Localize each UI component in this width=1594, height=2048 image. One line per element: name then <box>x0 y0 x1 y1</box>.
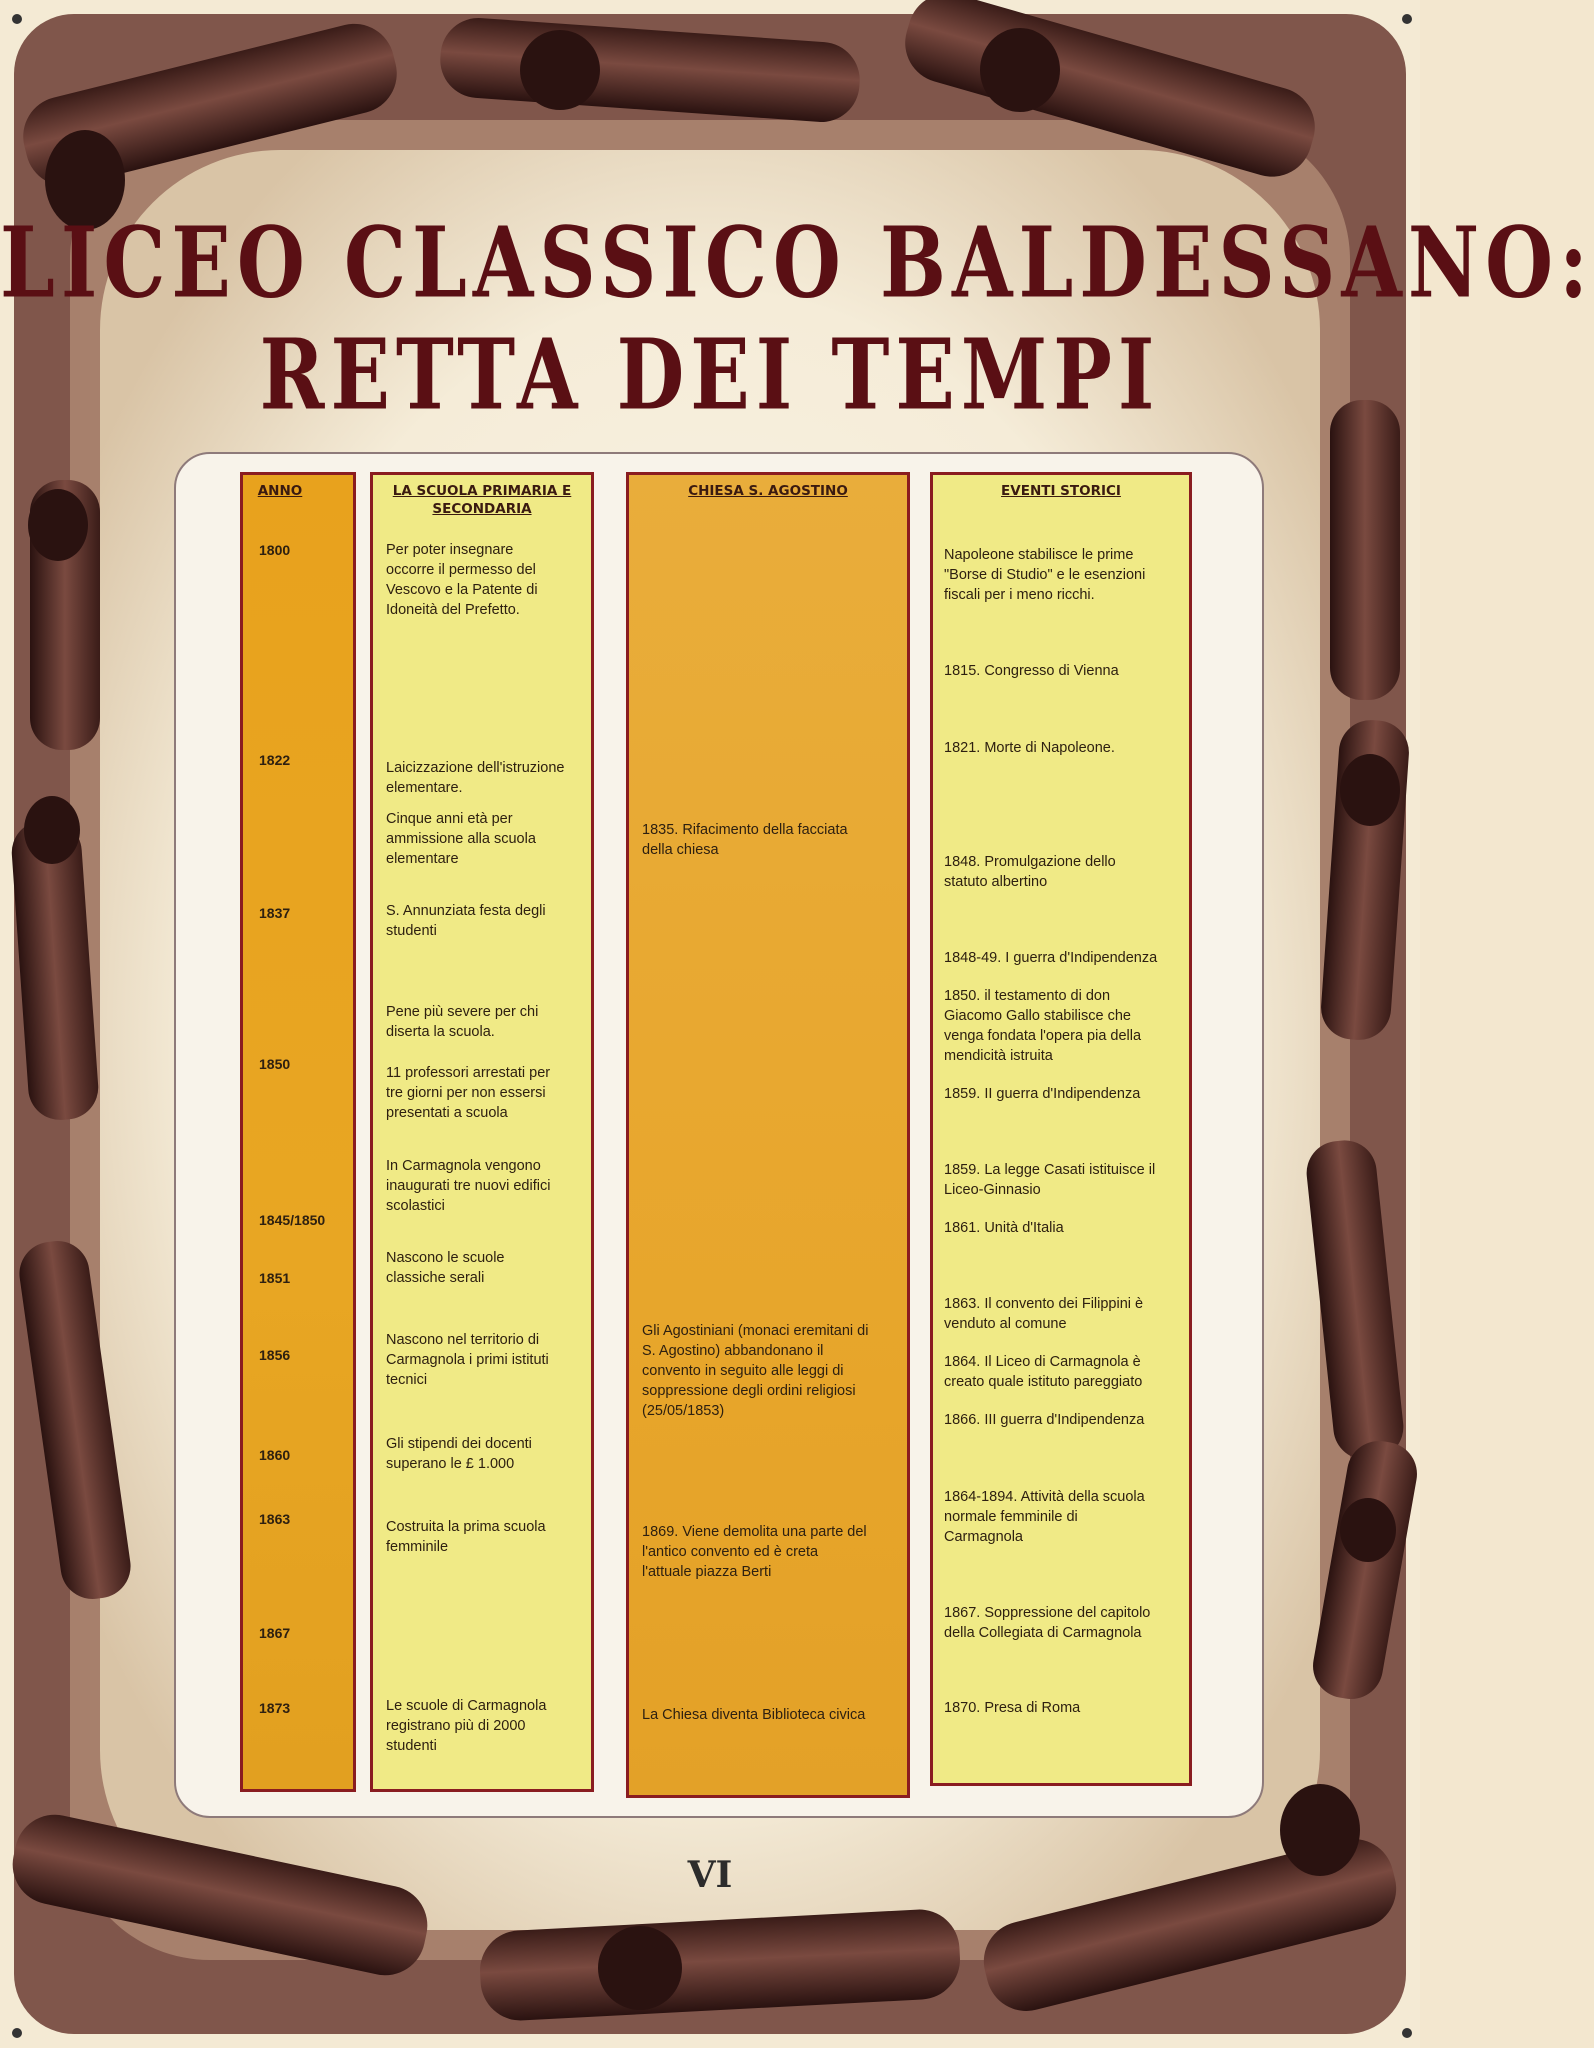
scuola-entry: Gli stipendi dei docenti superano le £ 1.000 <box>386 1436 532 1472</box>
year-1863: 1863 <box>259 1511 291 1527</box>
scuola-entry: Cinque anni età per ammissione alla scuola elementare <box>386 811 536 867</box>
header-eventi: EVENTI STORICI <box>1001 483 1121 499</box>
scuola-entry: Le scuole di Carmagnola registrano più di 2000 studenti <box>386 1698 547 1754</box>
year-1856: 1856 <box>259 1347 291 1363</box>
year-1873: 1873 <box>259 1700 291 1716</box>
chiesa-entry: La Chiesa diventa Biblioteca civica <box>642 1707 866 1723</box>
scuola-entry: Nascono le scuole classiche serali <box>386 1250 505 1286</box>
chiesa-entry: 1869. Viene demolita una parte del l'antico convento ed è creta l'attuale piazza Berti <box>642 1524 867 1580</box>
header-chiesa: CHIESA S. AGOSTINO <box>688 483 848 499</box>
evento-entry: 1848. Promulgazione dello statuto albertino <box>944 854 1116 890</box>
evento-entry: 1861. Unità d'Italia <box>944 1220 1064 1236</box>
scuola-entry: Nascono nel territorio di Carmagnola i primi istituti tecnici <box>386 1332 549 1388</box>
title-line-2: RETTA DEI TEMPI <box>259 318 1161 433</box>
evento-entry: 1864-1894. Attività della scuola normale femminile di Carmagnola <box>944 1489 1145 1545</box>
evento-entry: 1864. Il Liceo di Carmagnola è creato quale istituto pareggiato <box>944 1354 1143 1390</box>
scuola-entry: Costruita la prima scuola femminile <box>386 1519 546 1555</box>
header-anno: ANNO <box>257 483 303 499</box>
evento-entry: 1850. il testamento di don Giacomo Gallo stabilisce che venga fondata l'opera pia della mendicità istruita <box>944 988 1142 1064</box>
screw-top-left <box>12 14 22 24</box>
chiesa-entry: Gli Agostiniani (monaci eremitani di S. Agostino) abbandonano il convento in seguito alle leggi di soppressione degli ordini religiosi (25/05/1853) <box>642 1323 869 1419</box>
year-1822: 1822 <box>259 752 291 768</box>
year-1850: 1850 <box>259 1056 291 1072</box>
evento-entry: 1821. Morte di Napoleone. <box>944 740 1115 756</box>
evento-entry: 1866. III guerra d'Indipendenza <box>944 1412 1145 1428</box>
scuola-entry: Per poter insegnare occorre il permesso del Vescovo e la Patente di Idoneità del Prefetto. <box>386 542 538 618</box>
evento-entry: 1859. II guerra d'Indipendenza <box>944 1086 1141 1102</box>
scuola-entry: In Carmagnola vengono inaugurati tre nuovi edifici scolastici <box>386 1158 551 1214</box>
page-number: VI <box>687 1854 733 1896</box>
column-chiesa <box>626 472 910 1798</box>
scuola-entry: Laicizzazione dell'istruzione elementare. <box>386 760 565 796</box>
header-scuola: LA SCUOLA PRIMARIA E SECONDARIA <box>392 483 572 517</box>
evento-entry: 1870. Presa di Roma <box>944 1700 1081 1716</box>
year-1837: 1837 <box>259 905 291 921</box>
title-line-1: LICEO CLASSICO BALDESSANO: <box>0 206 1594 321</box>
column-scuola <box>370 472 594 1792</box>
year-1851: 1851 <box>259 1270 291 1286</box>
scuola-entry: 11 professori arrestati per tre giorni per non essersi presentati a scuola <box>386 1065 551 1121</box>
screw-bottom-left <box>12 2028 22 2038</box>
scuola-entry: S. Annunziata festa degli studenti <box>386 903 546 939</box>
evento-entry: 1867. Soppressione del capitolo della Collegiata di Carmagnola <box>944 1605 1151 1641</box>
evento-entry: 1815. Congresso di Vienna <box>944 663 1119 679</box>
evento-entry: 1859. La legge Casati istituisce il Liceo-Ginnasio <box>944 1162 1156 1198</box>
screw-bottom-right <box>1402 2028 1412 2038</box>
chiesa-entry: 1835. Rifacimento della facciata della chiesa <box>642 822 848 858</box>
year-1860: 1860 <box>259 1447 291 1463</box>
column-anno <box>240 472 356 1792</box>
evento-entry: Napoleone stabilisce le prime "Borse di Studio" e le esenzioni fiscali per i meno ricchi. <box>944 547 1146 603</box>
year-1845-1850: 1845/1850 <box>259 1212 326 1228</box>
evento-entry: 1848-49. I guerra d'Indipendenza <box>944 950 1158 966</box>
year-1867: 1867 <box>259 1625 291 1641</box>
year-1800: 1800 <box>259 542 291 558</box>
scuola-entry: Pene più severe per chi diserta la scuola. <box>386 1004 539 1040</box>
screw-top-right <box>1402 14 1412 24</box>
evento-entry: 1863. Il convento dei Filippini è venduto al comune <box>944 1296 1144 1332</box>
